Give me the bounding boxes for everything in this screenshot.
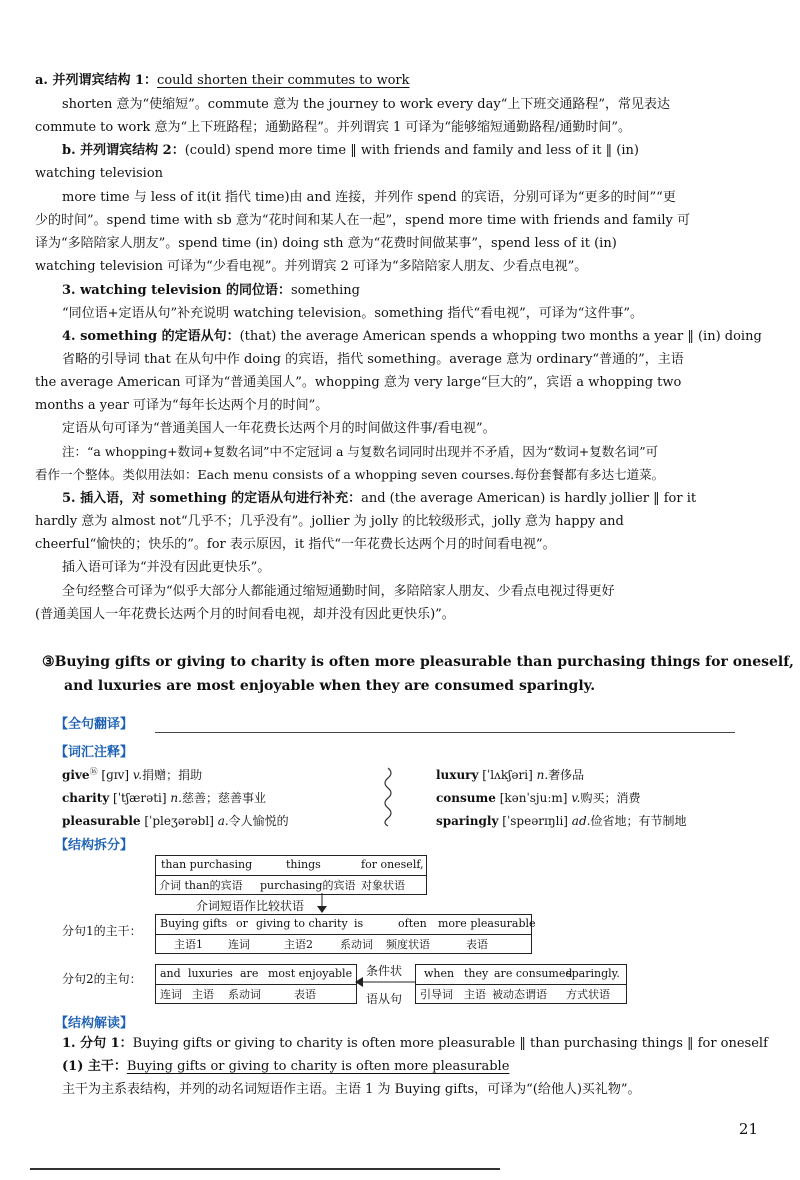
diagram-top-box: [155, 855, 427, 895]
diagram-arrow-down-icon: [312, 893, 332, 915]
block-b-line2: watching television: [35, 166, 164, 181]
diagram-top-word: than purchasing: [161, 858, 253, 871]
diagram-top-label: 介词 than的宾语: [159, 879, 243, 892]
diagram-sub-role: 引导词: [420, 988, 453, 1001]
vocab-sup: ⑯: [89, 767, 98, 776]
block-4-line6: 注：“a whopping+数词+复数名词”中不定冠词 a 与复数名词同时出现并不矛盾，因为“数词+复数名词”可: [62, 444, 659, 459]
vocab-word: consume: [436, 791, 496, 805]
explain-l1-label: 1. 分句 1：: [62, 1036, 133, 1051]
vocab-pos: n.: [170, 791, 182, 805]
diagram-clause1-word: Buying gifts: [160, 917, 228, 930]
diagram-clause2-word: most enjoyable: [268, 967, 353, 980]
diagram-clause1-role: 系动词: [340, 938, 373, 951]
vocab-meaning: 慈善；慈善事业: [181, 791, 266, 805]
vocab-pos: v.: [571, 791, 581, 805]
vocab-phonetic: [ˈlʌkʃəri]: [482, 768, 533, 782]
diagram-clause1-role: 频度状语: [386, 938, 430, 951]
block-5-line5: 全句经整合可译为“似乎大部分人都能通过缩短通勤时间，多陪陪家人朋友、少看点电视过得更好: [62, 584, 615, 599]
block-4-line4: months a year 可译为“每年长达两个月的时间”。: [35, 398, 329, 413]
diagram-prep-note: 介词短语作比较状语: [196, 899, 305, 913]
vocab-right-2: [436, 812, 686, 829]
vocab-phonetic: [kənˈsjuːm]: [499, 791, 568, 805]
block-a-line3: commute to work 意为“上下班路程；通勤路程”。并列谓宾 1 可译为“能够缩短通勤路程/通勤时间”。: [35, 120, 632, 135]
vocab-right-0: [436, 766, 584, 783]
diagram-sub-role: 方式状语: [566, 988, 610, 1001]
translation-blank-line[interactable]: [155, 732, 735, 733]
explain-line2: [62, 1056, 797, 1078]
block-b-label: b. 并列谓宾结构 2：: [62, 143, 185, 158]
diagram-clause2-box: [155, 964, 357, 1004]
vocab-meaning: 捐赠；捐助: [142, 768, 203, 782]
block-b-line4: 少的时间”。spend time with sb 意为“花时间和某人在一起”，spend more time with friends and family 可: [35, 213, 691, 228]
vocab-word: pleasurable: [62, 814, 141, 828]
diagram-clause2-label: 分句2的主句：: [62, 972, 142, 986]
block-5-line6: (普通美国人一年花费长达两个月的时间看电视，却并没有因此更快乐)”。: [35, 607, 455, 622]
heading-analysis: 【结构拆分】: [55, 838, 134, 853]
page-number: 21: [738, 1120, 758, 1138]
diagram-clause2-role: 主语: [192, 988, 214, 1001]
diagram-sub-word: they: [464, 967, 489, 980]
diagram-clause1-word: giving to charity: [256, 917, 348, 930]
diagram-sub-role: 被动态谓语: [492, 988, 547, 1001]
diagram-clause2-word: luxuries: [188, 967, 233, 980]
diagram-clause1-word: is: [354, 917, 364, 930]
diagram-top-word: things: [286, 858, 321, 871]
diagram-clause1-label: 分句1的主干：: [62, 924, 142, 938]
block-4-line5: 定语从句可译为“普通美国人一年花费长达两个月的时间做这件事/看电视”。: [62, 421, 496, 436]
diagram-clause2-role: 系动词: [228, 988, 261, 1001]
sentence-3-number: ③: [42, 654, 55, 670]
heading-explain: 【结构解读】: [55, 1016, 134, 1031]
block-5-line3: cheerful“愉快的；快乐的”。for 表示原因，it 指代“一年花费长达两个月的时间看电视”。: [35, 537, 556, 552]
block-4-line7: 看作一个整体。类似用法如：Each menu consists of a whopping seven courses.每份套餐都有多达七道菜。: [35, 467, 665, 482]
vocab-pos: v.: [132, 768, 143, 782]
footer-rule: [30, 1168, 500, 1170]
block-5-label: 5. 插入语，对 something 的定语从句进行补充：: [62, 491, 362, 506]
block-4-line2: 省略的引导词 that 在从句中作 doing 的宾语，指代 something。average 意为 ordinary“普通的”，主语: [62, 352, 684, 367]
diagram-top-word: for oneself,: [361, 858, 424, 871]
block-a-line2: shorten 意为“使缩短”。commute 意为 the journey to work every day“上下班交通路程”，常见表达: [62, 97, 671, 112]
diagram-divider: [156, 984, 356, 985]
vocab-meaning: 俭省地；有节制地: [590, 814, 687, 828]
vocab-word: luxury: [436, 768, 479, 782]
diagram-cond-note: 条件状: [366, 964, 403, 978]
diagram-clause1-word: more pleasurable: [438, 917, 536, 930]
explain-line1: [62, 1033, 797, 1055]
diagram-clause1-box: [155, 914, 536, 954]
vocab-phonetic: [ɡɪv]: [101, 768, 130, 782]
block-4-label: 4. something 的定语从句：: [62, 329, 240, 344]
vocab-meaning: 令人愉悦的: [228, 814, 289, 828]
heading-translation: 【全句翻译】: [55, 717, 134, 732]
block-a-line1: [35, 70, 770, 92]
block-b-structure: (could) spend more time ‖ with friends and family and less of it ‖ (in): [184, 143, 639, 158]
diagram-clause2-role: 连词: [160, 988, 182, 1001]
block-3-word: something: [290, 283, 360, 298]
diagram-sub-word: sparingly.: [566, 967, 620, 980]
block-4-line3: the average American 可译为“普通美国人”。whopping 意为 very large“巨大的”，宾语 a whopping two: [35, 375, 682, 390]
diagram-divider: [416, 984, 626, 985]
vocab-phonetic: [ˈspeərɪŋli]: [502, 814, 568, 828]
block-3-label: 3. watching television 的同位语：: [62, 283, 291, 298]
diagram-sub-role: 主语: [464, 988, 486, 1001]
vocab-divider-icon: [380, 766, 396, 828]
diagram-cond-note: 语从句: [366, 992, 403, 1006]
explain-l1-text: Buying gifts or giving to charity is often more pleasurable ‖ than purchasing things ‖ for oneself: [132, 1036, 768, 1051]
vocab-left-1: [62, 789, 266, 806]
vocab-phonetic: [ˈtʃærəti]: [113, 791, 167, 805]
sentence-3-text1: Buying gifts or giving to charity is often more pleasurable than purchasing things for oneself,: [54, 654, 794, 670]
block-3-line2: “同位语+定语从句”补充说明 watching television。something 指代“看电视”，可译为“这件事”。: [62, 306, 644, 321]
diagram-top-label: purchasing的宾语: [260, 879, 356, 892]
block-a-structure: could shorten their commutes to work: [157, 73, 410, 88]
diagram-clause2-word: are: [240, 967, 259, 980]
block-b-line6: watching television 可译为“少看电视”。并列谓宾 2 可译为“多陪陪家人朋友、少看点电视”。: [35, 259, 588, 274]
diagram-clause1-word: often: [398, 917, 427, 930]
diagram-clause1-role: 表语: [466, 938, 488, 951]
vocab-meaning: 购买；消费: [580, 791, 641, 805]
block-b-line5: 译为“多陪陪家人朋友”。spend time (in) doing sth 意为“花费时间做某事”，spend less of it (in): [35, 236, 617, 251]
diagram-sub-word: when: [424, 967, 455, 980]
block-b-line1: [62, 140, 797, 162]
vocab-phonetic: [ˈpleʒərəbl]: [144, 814, 214, 828]
vocab-left-0: [62, 766, 202, 783]
diagram-clause1-role: 连词: [228, 938, 250, 951]
diagram-clause1-role: 主语1: [174, 938, 203, 951]
vocab-pos: a.: [217, 814, 229, 828]
sentence-3-line2: and luxuries are most enjoyable when they are consumed sparingly.: [64, 678, 596, 694]
explain-l2-label: (1) 主干：: [62, 1059, 127, 1074]
vocab-word: give: [62, 768, 90, 782]
sentence-3-line1: [42, 650, 794, 674]
block-5-line2: hardly 意为 almost not“几乎不；几乎没有”。jollier 为 jolly 的比较级形式，jolly 意为 happy and: [35, 514, 624, 529]
vocab-left-2: [62, 812, 289, 829]
block-4-structure: (that) the average American spends a whopping two months a year ‖ (in) doing: [239, 329, 762, 344]
block-5-structure: and (the average American) is hardly jollier ‖ for it: [361, 491, 697, 506]
diagram-clause1-role: 主语2: [284, 938, 313, 951]
block-5-line1: [62, 488, 797, 510]
diagram-subclause-box: [415, 964, 627, 1004]
vocab-right-1: [436, 789, 641, 806]
diagram-divider: [156, 934, 531, 935]
vocab-meaning: 奢侈品: [548, 768, 585, 782]
heading-vocab: 【词汇注释】: [55, 745, 134, 760]
explain-l2-text: Buying gifts or giving to charity is often more pleasurable: [126, 1059, 510, 1074]
vocab-word: sparingly: [436, 814, 499, 828]
explain-line3: 主干为主系表结构，并列的动名词短语作主语。主语 1 为 Buying gifts，可译为“(给他人)买礼物”。: [62, 1082, 641, 1097]
diagram-sub-word: are consumed: [494, 967, 573, 980]
diagram-clause2-role: 表语: [294, 988, 316, 1001]
diagram-divider: [156, 875, 426, 876]
diagram-clause2-word: and: [160, 967, 181, 980]
vocab-word: charity: [62, 791, 110, 805]
vocab-pos: n.: [536, 768, 549, 782]
block-5-line4: 插入语可译为“并没有因此更快乐”。: [62, 560, 271, 575]
vocab-pos: ad.: [571, 814, 591, 828]
block-b-line3: more time 与 less of it(it 指代 time)由 and 连接，并列作 spend 的宾语，分别可译为“更多的时间”“更: [62, 190, 676, 205]
diagram-top-label: 对象状语: [361, 879, 405, 892]
block-a-label: a. 并列谓宾结构 1：: [35, 73, 158, 88]
diagram-clause1-word: or: [236, 917, 248, 930]
block-4-line1: [62, 326, 797, 348]
block-3-line1: [62, 280, 797, 302]
